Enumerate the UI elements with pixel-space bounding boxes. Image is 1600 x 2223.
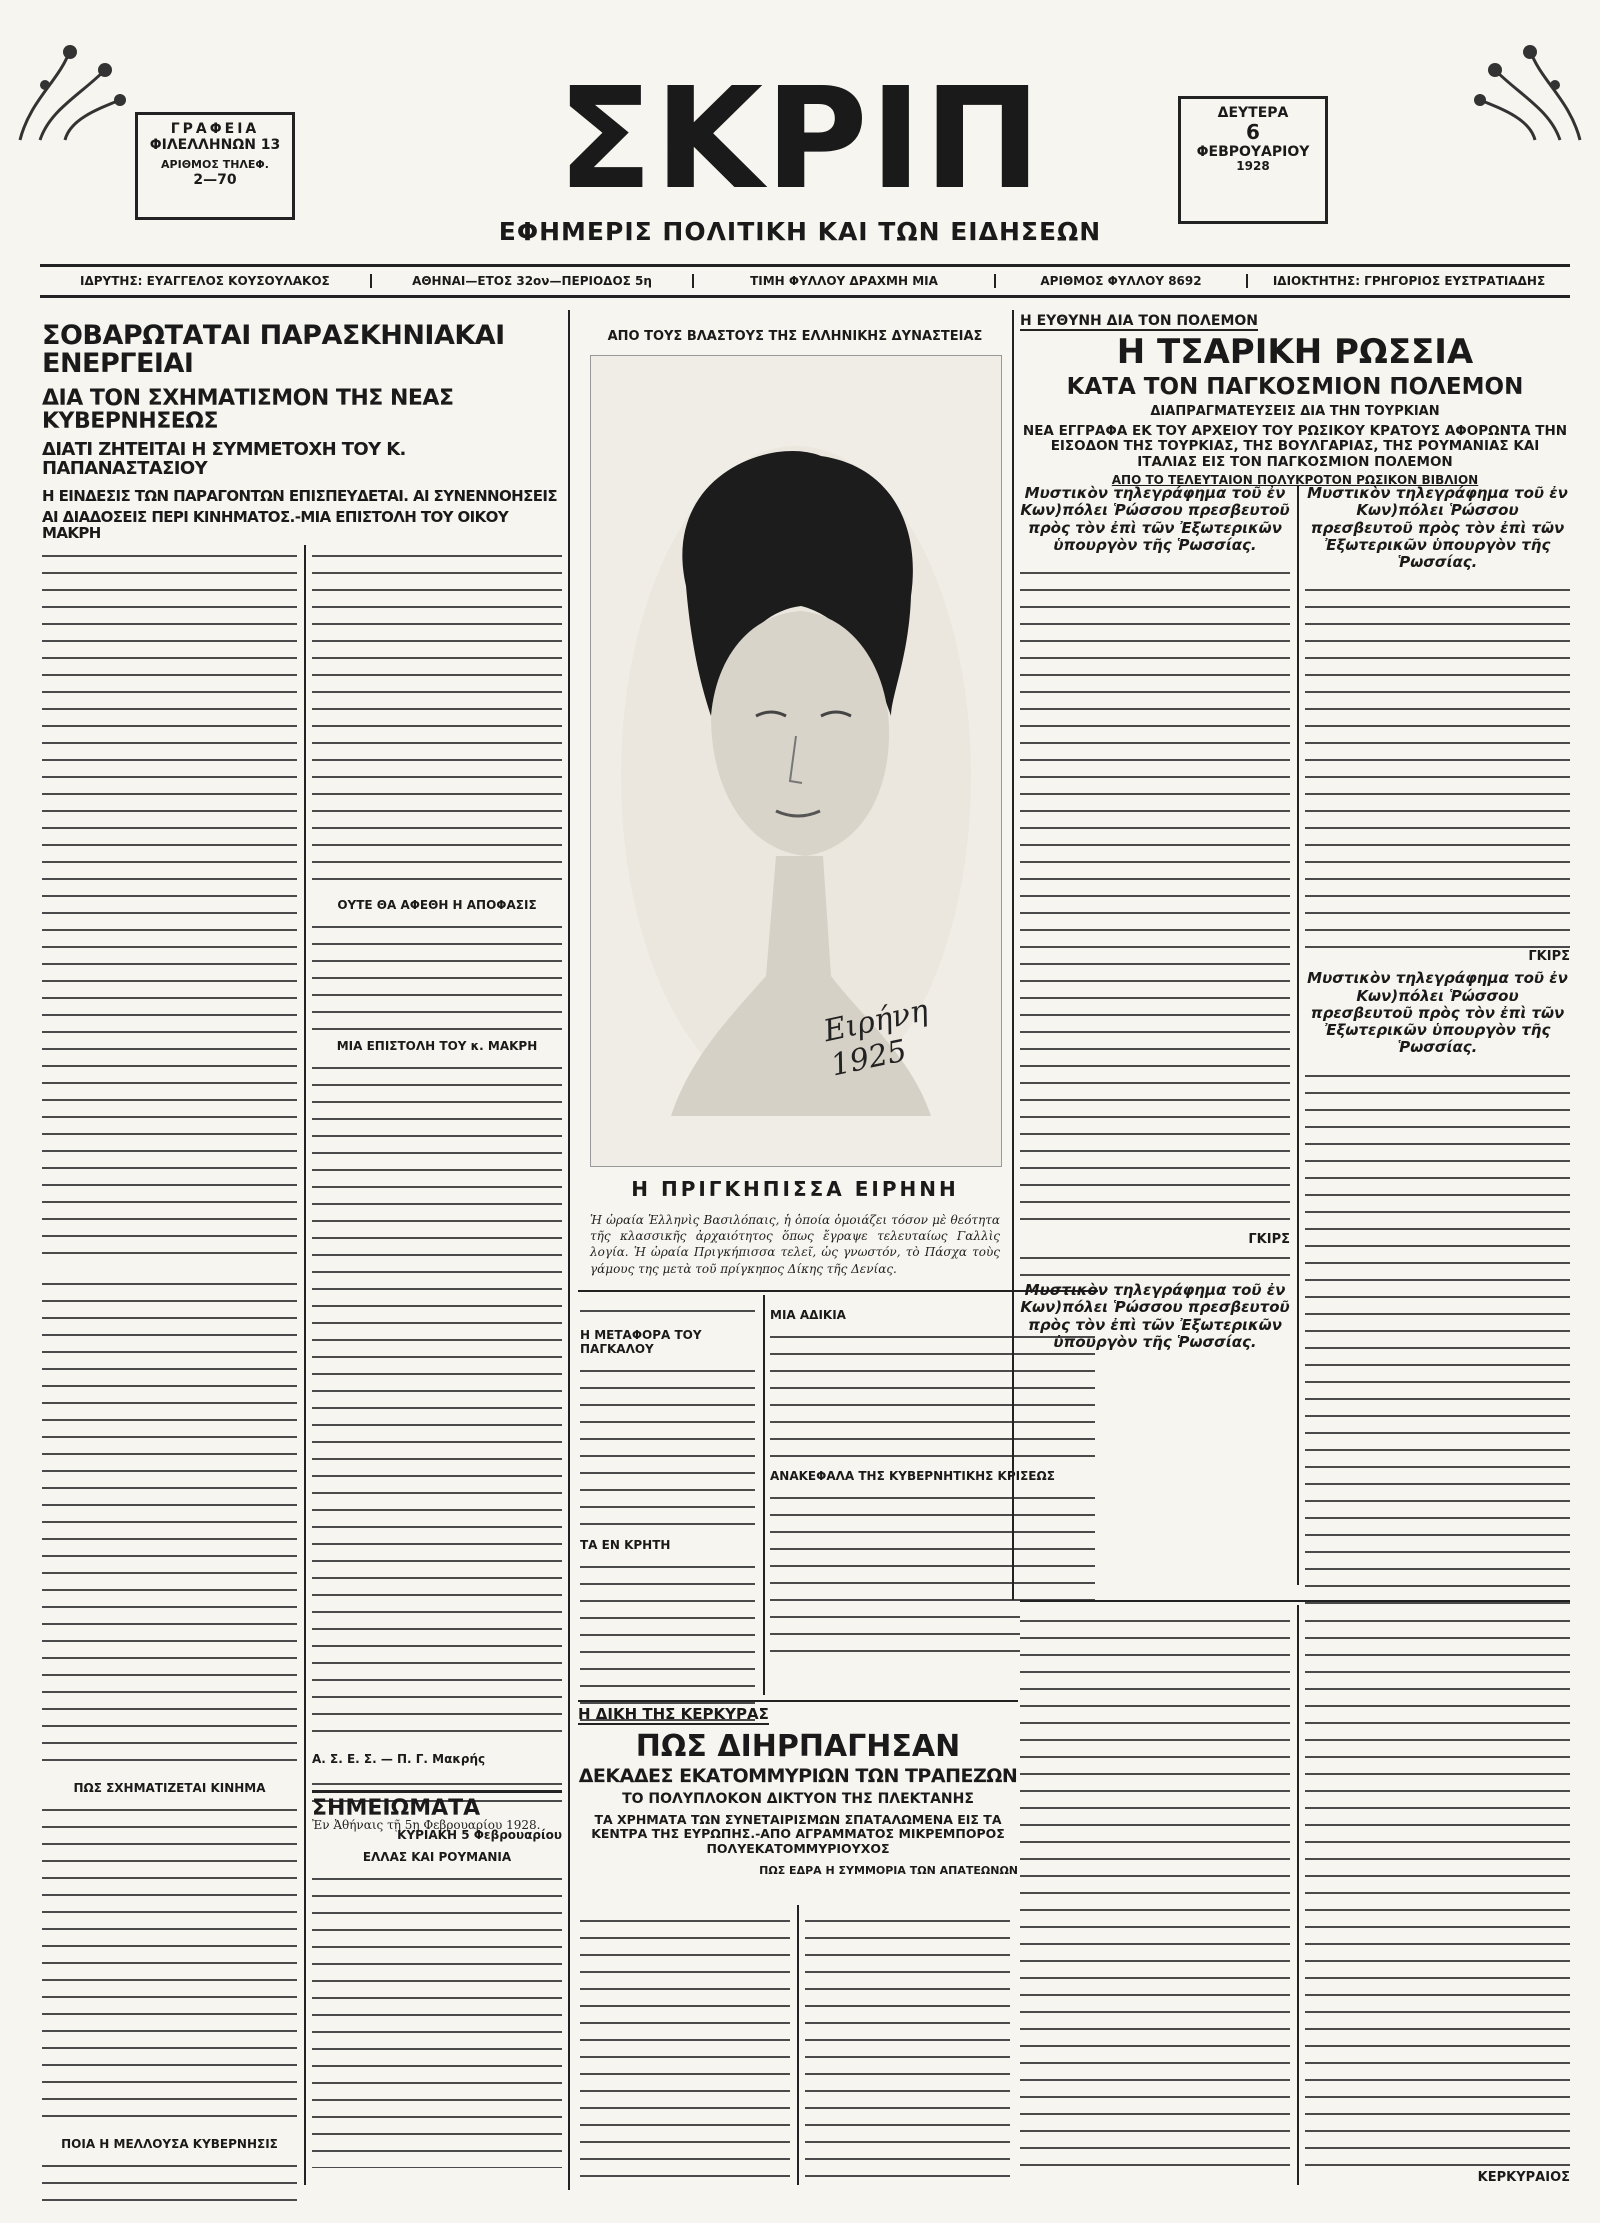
right-sub-2: ΝΕΑ ΕΓΓΡΑΦΑ ΕΚ ΤΟΥ ΑΡΧΕΙΟΥ ΤΟΥ ΡΩΣΙΚΟΥ ΚΡΑΤΟΥΣ ΑΦΟΡΩΝΤΑ ΤΗΝ ΕΙΣΟΔΟΝ ΤΗΣ ΤΟΥΡΚΙΑΣ, ΤΗΣ ΒΟΥΛΓΑΡΙΑΣ, ΤΗΣ ΡΟΥΜΑΝΙΑΣ ΚΑΙ ΙΤΑΛΙΑΣ ΕΙΣ ΤΟΝ ΠΑΓΚΟΣΜΙΟΝ ΠΟΛΕΜΟΝ — [1022, 422, 1568, 470]
kerkyra-headline-3: ΤΟ ΠΟΛΥΠΛΟΚΟΝ ΔΙΚΤΥΟΝ ΤΗΣ ΠΛΕΚΤΑΝΗΣ — [622, 1790, 974, 1807]
notes-subhead: ΕΛΛΑΣ ΚΑΙ ΡΟΥΜΑΝΙΑ — [362, 1850, 512, 1865]
newspaper-title: ΣΚΡΙΠ — [557, 58, 1043, 221]
injustice-headline: ΜΙΑ ΑΔΙΚΙΑ — [770, 1308, 846, 1322]
kerkyra-small-head: ΠΩΣ ΕΔΡΑ Η ΣΥΜΜΟΡΙΑ ΤΩΝ ΑΠΑΤΕΩΝΩΝ — [759, 1863, 1018, 1877]
left-column — [42, 545, 297, 2185]
floral-ornament-right-icon — [1470, 40, 1590, 150]
left-story-headline — [42, 322, 562, 542]
office-label: ΓΡΑΦΕΙΑ — [170, 121, 260, 137]
article-text-block — [312, 1868, 562, 2168]
subhead-letter: ΜΙΑ ΕΠΙΣΤΟΛΗ ΤΟΥ κ. ΜΑΚΡΗ — [336, 1039, 538, 1053]
office-info-box — [135, 112, 295, 220]
edition: ΑΘΗΝΑΙ—ΕΤΟΣ 32ον—ΠΕΡΙΟΔΟΣ 5η — [370, 274, 692, 288]
right-bottom-col-b — [1305, 1610, 1570, 2185]
article-text-block — [312, 545, 562, 890]
headline-line-2: ΔΙΑ ΤΟΝ ΣΧΗΜΑΤΙΣΜΟΝ ΤΗΣ ΝΕΑΣ ΚΥΒΕΡΝΗΣΕΩΣ — [42, 385, 454, 434]
owner: ΙΔΙΟΚΤΗΤΗΣ: ΓΡΗΓΟΡΙΟΣ ΕΥΣΤΡΑΤΙΑΔΗΣ — [1246, 274, 1570, 288]
price: ΤΙΜΗ ΦΥΛΛΟΥ ΔΡΑΧΜΗ ΜΙΑ — [692, 274, 994, 288]
headline-line-4: Η ΕΙΝΔΕΣΙΣ ΤΩΝ ΠΑΡΑΓΟΝΤΩΝ ΕΠΙΣΠΕΥΔΕΤΑΙ. ΑΙ ΣΥΝΕΝΝΟΗΣΕΙΣ — [42, 486, 557, 505]
kerkyraios-signoff: ΚΕΡΚΥΡΑΙΟΣ — [1477, 2170, 1570, 2185]
letter-signature: Α. Σ. Ε. Σ. — Π. Γ. Μακρής — [312, 1752, 486, 1766]
notes-title: ΣΗΜΕΙΩΜΑΤΑ — [312, 1796, 481, 1821]
notes-section — [312, 1790, 562, 2168]
right-sub-1: ΔΙΑΠΡΑΓΜΑΤΕΥΣΕΙΣ ΔΙΑ ΤΗΝ ΤΟΥΡΚΙΑΝ — [1150, 403, 1440, 419]
article-text-block — [312, 1057, 562, 1747]
column-divider — [304, 545, 306, 2185]
issue-number: ΑΡΙΘΜΟΣ ΦΥΛΛΟΥ 8692 — [994, 274, 1246, 288]
weekday: ΔΕΥΤΕΡΑ — [1217, 105, 1289, 121]
info-bar — [40, 264, 1570, 298]
kerkyra-col-a — [580, 1910, 790, 2185]
column-divider — [1012, 310, 1014, 1600]
day-number: 6 — [1246, 120, 1260, 145]
letter-dateline: Ἐν Ἀθήναις τῇ 5ῃ Φεβρουαρίου 1928. — [312, 1817, 541, 1832]
crisis-headline: ΑΝΑΚΕΦΑΛΑ ΤΗΣ ΚΥΒΕΡΝΗΤΙΚΗΣ ΚΡΙΣΕΩΣ — [770, 1469, 1055, 1483]
column-divider — [568, 310, 570, 2190]
autograph: Ειρήνη 1925 — [820, 993, 932, 1084]
article-text-block — [42, 545, 297, 1265]
telegram-title: Μυστικὸν τηλεγράφημα τοῦ ἐν Κων)πόλει Ῥώσσου πρεσβευτοῦ πρὸς τὸν ἐπὶ τῶν Ἐξωτερικῶν ὑπουργὸν τῆς Ῥωσσίας. — [1020, 484, 1290, 554]
telegram-signoff-2: ΓΚΙΡΣ — [1528, 949, 1570, 965]
article-text-block — [42, 2155, 297, 2205]
telegram-title-2: Μυστικὸν τηλεγράφημα τοῦ ἐν Κων)πόλει Ῥώσσου πρεσβευτοῦ πρὸς τὸν ἐπὶ τῶν Ἐξωτερικῶν ὑπουργὸν τῆς Ῥωσσίας. — [1020, 1281, 1290, 1351]
right-story — [1020, 310, 1570, 488]
newspaper-subtitle: ΕΦΗΜΕΡΙΣ ΠΟΛΙΤΙΚΗ ΚΑΙ ΤΩΝ ΕΙΔΗΣΕΩΝ — [498, 217, 1102, 246]
photo-header: ΑΠΟ ΤΟΥΣ ΒΛΑΣΤΟΥΣ ΤΗΣ ΕΛΛΗΝΙΚΗΣ ΔΥΝΑΣΤΕΙΑΣ — [607, 329, 983, 344]
date-box — [1178, 96, 1328, 224]
subhead-kinima: ΠΩΣ ΣΧΗΜΑΤΙΖΕΤΑΙ ΚΙΝΗΜΑ — [73, 1781, 266, 1795]
right-sub-3: ΑΠΟ ΤΟ ΤΕΛΕΥΤΑΙΟΝ ΠΟΛΥΚΡΟΤΟΝ ΡΩΣΙΚΟΝ ΒΙΒΛΙΟΝ — [1111, 473, 1479, 488]
kerkyra-headline-1: ΠΩΣ ΔΙΗΡΠΑΓΗΣΑΝ — [635, 1729, 961, 1765]
pangalos-article — [580, 1300, 755, 1721]
photo-caption-title: Η ΠΡΙΓΚΗΠΙΣΣΑ ΕΙΡΗΝΗ — [631, 1177, 959, 1201]
right-bottom-col-a — [1020, 1610, 1290, 2170]
kerkyra-kicker: Η ΔΙΚΗ ΤΗΣ ΚΕΡΚΥΡΑΣ — [578, 1706, 769, 1725]
floral-ornament-left-icon — [10, 40, 130, 150]
pangalos-headline: Η ΜΕΤΑΦΟΡΑ ΤΟΥ ΠΑΓΚΑΛΟΥ — [580, 1328, 702, 1356]
month: ΦΕΒΡΟΥΑΡΙΟΥ — [1196, 144, 1310, 161]
article-text-block — [42, 1799, 297, 2129]
kerkyra-sub: ΤΑ ΧΡΗΜΑΤΑ ΤΩΝ ΣΥΝΕΤΑΙΡΙΣΜΩΝ ΣΠΑΤΑΛΩΜΕΝΑ ΕΙΣ ΤΑ ΚΕΝΤΡΑ ΤΗΣ ΕΥΡΩΠΗΣ.-ΑΠΟ ΑΓΡΑΜΜΑΤΟΣ ΜΙΚΡΕΜΠΟΡΟΣ ΠΟΛΥΕΚΑΤΟΜΜΥΡΙΟΥΧΟΣ — [591, 1811, 1005, 1856]
right-kicker: Η ΕΥΘΥΝΗ ΔΙΑ ΤΟΝ ΠΟΛΕΜΟΝ — [1020, 313, 1258, 331]
right-headline-2: ΚΑΤΑ ΤΟΝ ΠΑΓΚΟΣΜΙΟΝ ΠΟΛΕΜΟΝ — [1066, 373, 1524, 400]
notes-date: ΚΥΡΙΑΚΗ 5 Φεβρουαρίου — [397, 1828, 562, 1843]
subhead-government: ΠΟΙΑ Η ΜΕΛΛΟΥΣΑ ΚΥΒΕΡΝΗΣΙΣ — [61, 2137, 278, 2151]
telegram-title-3: Μυστικὸν τηλεγράφημα τοῦ ἐν Κων)πόλει Ῥώσσου πρεσβευτοῦ πρὸς τὸν ἐπὶ τῶν Ἐξωτερικῶν ὑπουργὸν τῆς Ῥωσσίας. — [1307, 484, 1568, 571]
crete-headline: ΤΑ ΕΝ ΚΡΗΤΗ — [580, 1538, 671, 1552]
telegram-title-4: Μυστικὸν τηλεγράφημα τοῦ ἐν Κων)πόλει Ῥώσσου πρεσβευτοῦ πρὸς τὸν ἐπὶ τῶν Ἐξωτερικῶν ὑπουργὸν τῆς Ῥωσσίας. — [1307, 969, 1568, 1057]
headline-line-1: ΣΟΒΑΡΩΤΑΤΑΙ ΠΑΡΑΣΚΗΝΙΑΚΑΙ ΕΝΕΡΓΕΙΑΙ — [42, 320, 505, 380]
article-text-block — [312, 916, 562, 1031]
telegram-signoff: ΓΚΙΡΣ — [1248, 1232, 1290, 1247]
headline-line-3: ΔΙΑΤΙ ΖΗΤΕΙΤΑΙ Η ΣΥΜΜΕΤΟΧΗ ΤΟΥ Κ. ΠΑΠΑΝΑΣΤΑΣΙΟΥ — [42, 438, 406, 479]
founder: ΙΔΡΥΤΗΣ: ΕΥΑΓΓΕΛΟΣ ΚΟΥΣΟΥΛΑΚΟΣ — [80, 274, 330, 288]
photo-caption-text: Ἡ ὡραία Ἑλληνὶς Βασιλόπαις, ἡ ὁποία ὁμοιάζει τόσον μὲ θεότητα τῆς κλασσικῆς ἀρχαιότητος ὅπως ἔγραψε τελευταίως Γαλλὶς λογία. Ἡ ὡραία Πριγκήπισσα τελεῖ, ὡς γνωστόν, τὸ Πάσχα τοὺς γάμους της μετὰ τοῦ πρίγκηπος Δίκης τῆς Δενίας. — [590, 1213, 1000, 1276]
kerkyra-headline-2: ΔΕΚΑΔΕΣ ΕΚΑΤΟΜΜΥΡΙΩΝ ΤΩΝ ΤΡΑΠΕΖΩΝ — [578, 1764, 1018, 1787]
phone-number: 2—70 — [193, 171, 237, 188]
article-text-block — [42, 1273, 297, 1773]
portrait-photo — [590, 355, 1002, 1167]
kerkyra-story — [578, 1700, 1018, 1881]
right-headline-1: Η ΤΣΑΡΙΚΗ ΡΩΣΣΙΑ — [1116, 332, 1474, 373]
right-col-b — [1305, 485, 1570, 1700]
subhead-decision: ΟΥΤΕ ΘΑ ΑΦΕΘΗ Η ΑΠΟΦΑΣΙΣ — [337, 898, 537, 912]
headline-line-5: ΑΙ ΔΙΑΔΟΣΕΙΣ ΠΕΡΙ ΚΙΝΗΜΑΤΟΣ.-ΜΙΑ ΕΠΙΣΤΟΛΗ ΤΟΥ ΟΙΚΟΥ ΜΑΚΡΗ — [42, 508, 509, 543]
year: 1928 — [1236, 159, 1270, 174]
office-address: ΦΙΛΕΛΛΗΝΩΝ 13 — [149, 137, 281, 154]
right-col-a — [1020, 485, 1290, 1351]
kerkyra-col-b — [805, 1910, 1010, 2185]
phone-label: ΑΡΙΘΜΟΣ ΤΗΛΕΦ. — [161, 158, 269, 172]
